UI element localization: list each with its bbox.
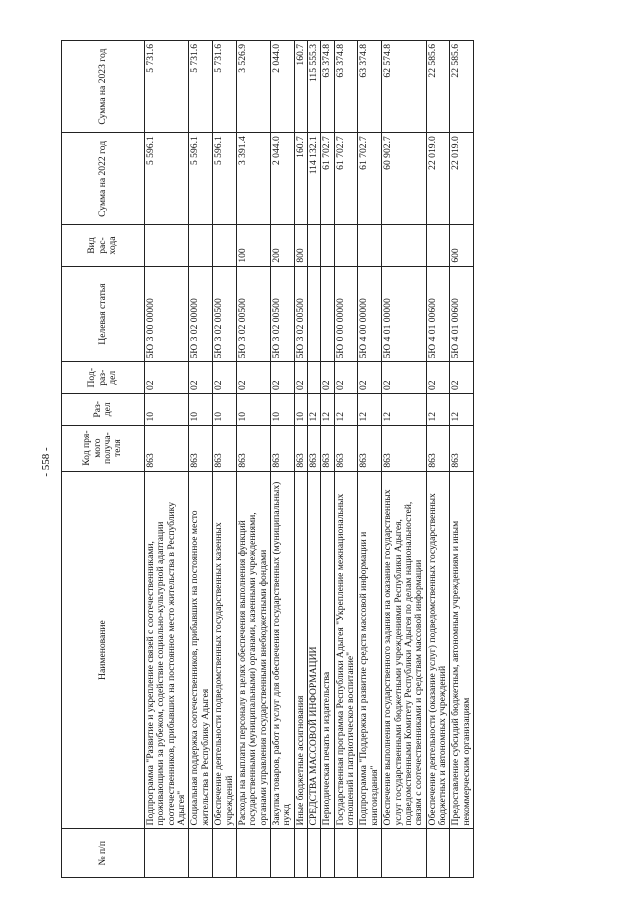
cell-section: 12 [382,394,426,426]
header-code: Код пря-мого получа-теля [62,425,145,471]
table-row [450,41,474,878]
cell-name: Социальная поддержка соотечественников, прибывших на постоянное место жительства в Республику Адыгея [189,471,213,829]
cell-sum-2023: 115 555.3 [308,41,321,133]
table-body [145,41,474,878]
cell-sum-2023: 2 044.0 [270,41,294,133]
budget-table [61,40,474,878]
table-row [145,41,189,878]
cell-section: 10 [213,394,237,426]
cell-section: 12 [358,394,382,426]
cell-sum-2022: 114 132.1 [308,133,321,225]
cell-target: 5Ю 3 02 00500 [294,266,307,362]
cell-name: Государственная программа Республики Адыгея "Укрепление межнациональных отношений и патриотическое воспитание" [334,471,358,829]
cell-target: 5Ю 3 02 00500 [270,266,294,362]
cell-code: 863 [334,425,358,471]
cell-subsection: 02 [236,362,270,394]
cell-name: Обеспечение деятельности (оказание услуг) подведомственных государственных бюджетных и автономных учреждений [426,471,450,829]
cell-section: 12 [308,394,321,426]
cell-section: 10 [189,394,213,426]
cell-num [189,829,213,878]
cell-sum-2023: 5 731.6 [213,41,237,133]
table-row [308,41,321,878]
cell-target: 5Ю 3 02 00000 [189,266,213,362]
cell-subsection: 02 [321,362,334,394]
cell-subsection: 02 [450,362,474,394]
cell-subsection: 02 [426,362,450,394]
cell-subsection: 02 [270,362,294,394]
cell-sum-2023: 63 374.8 [358,41,382,133]
cell-subsection [308,362,321,394]
cell-code: 863 [308,425,321,471]
cell-expense: 600 [450,225,474,266]
cell-expense [308,225,321,266]
cell-section: 12 [321,394,334,426]
cell-subsection: 02 [358,362,382,394]
cell-expense: 100 [236,225,270,266]
cell-sum-2022: 61 702.7 [358,133,382,225]
cell-sum-2023: 22 585.6 [426,41,450,133]
cell-num [308,829,321,878]
table-row [236,41,270,878]
cell-sum-2023: 5 731.6 [145,41,189,133]
cell-code: 863 [358,425,382,471]
header-section: Раз-дел [62,394,145,426]
table-row [358,41,382,878]
header-name: Наименование [62,471,145,829]
cell-name: Иные бюджетные ассигнования [294,471,307,829]
cell-sum-2022: 2 044.0 [270,133,294,225]
cell-num [450,829,474,878]
cell-target: 5Ю 3 02 00500 [213,266,237,362]
cell-name: Расходы на выплаты персоналу в целях обеспечения выполнения функций государственными (муниципальными) органами, казенными учреждениями, органами управления государственными внебюджетными фондами [236,471,270,829]
cell-target: 5Ю 0 00 00000 [334,266,358,362]
cell-target: 5Ю 4 01 00000 [382,266,426,362]
cell-target: 5Ю 3 00 00000 [145,266,189,362]
cell-sum-2022: 5 596.1 [213,133,237,225]
cell-name: Подпрограмма "Поддержка и развитие средств массовой информации и книгоиздания" [358,471,382,829]
cell-code: 863 [382,425,426,471]
cell-subsection: 02 [294,362,307,394]
cell-sum-2022: 22 019.0 [450,133,474,225]
table-header-row [62,41,145,878]
cell-section: 10 [145,394,189,426]
cell-sum-2022: 5 596.1 [145,133,189,225]
cell-name: Обеспечение выполнения государственного задания на оказание государственных услуг государственными бюджетными учреждениями Республики Адыгея, подведомственными Комитету Республики Адыгея по делам национальностей, связям с соотечественниками и средствам массовой информации [382,471,426,829]
table-row [382,41,426,878]
table-row [321,41,334,878]
cell-target: 5Ю 4 00 00000 [358,266,382,362]
cell-target [308,266,321,362]
cell-subsection: 02 [145,362,189,394]
cell-num [334,829,358,878]
cell-sum-2023: 5 731.6 [189,41,213,133]
cell-subsection: 02 [213,362,237,394]
cell-section: 12 [450,394,474,426]
cell-name: Обеспечение деятельности подведомственных государственных казенных учреждений [213,471,237,829]
cell-subsection: 02 [382,362,426,394]
header-num: № п/п [62,829,145,878]
cell-section: 10 [236,394,270,426]
cell-num [270,829,294,878]
cell-name: Закупка товаров, работ и услуг для обеспечения государственных (муниципальных) нужд [270,471,294,829]
page-number: - 558 - [40,447,52,477]
cell-num [382,829,426,878]
cell-subsection: 02 [189,362,213,394]
cell-sum-2023: 63 374.8 [321,41,334,133]
cell-code: 863 [450,425,474,471]
cell-sum-2022: 5 596.1 [189,133,213,225]
table-row [270,41,294,878]
cell-code: 863 [145,425,189,471]
cell-code: 863 [189,425,213,471]
cell-code: 863 [321,425,334,471]
cell-num [358,829,382,878]
cell-sum-2022: 61 702.7 [321,133,334,225]
cell-sum-2022: 61 702.7 [334,133,358,225]
cell-name: Подпрограмма "Развитие и укрепление связей с соотечественниками, проживающими за рубежом, содействие социально-культурной адаптации соотечественников, прибывших на постоянное место жительства в Республику Адыгея" [145,471,189,829]
cell-sum-2023: 62 574.8 [382,41,426,133]
cell-section: 10 [294,394,307,426]
cell-num [236,829,270,878]
cell-sum-2022: 160.7 [294,133,307,225]
cell-section: 12 [426,394,450,426]
cell-code: 863 [294,425,307,471]
table-row [189,41,213,878]
cell-sum-2023: 63 374.8 [334,41,358,133]
cell-num [426,829,450,878]
cell-code: 863 [426,425,450,471]
cell-target: 5Ю 4 01 00600 [426,266,450,362]
cell-code: 863 [270,425,294,471]
cell-num [321,829,334,878]
cell-expense [426,225,450,266]
cell-section: 10 [270,394,294,426]
cell-sum-2022: 60 902.7 [382,133,426,225]
cell-target: 5Ю 3 02 00500 [236,266,270,362]
cell-sum-2022: 22 019.0 [426,133,450,225]
cell-name: Периодическая печать и издательства [321,471,334,829]
cell-num [213,829,237,878]
rotated-table-container [61,40,599,878]
cell-num [294,829,307,878]
cell-num [145,829,189,878]
table-row [334,41,358,878]
table-row [213,41,237,878]
cell-name: Предоставление субсидий бюджетным, автономным учреждениям и иным некоммерческим организациям [450,471,474,829]
cell-expense [213,225,237,266]
cell-section: 12 [334,394,358,426]
cell-expense [145,225,189,266]
cell-code: 863 [236,425,270,471]
cell-target [321,266,334,362]
cell-expense [358,225,382,266]
header-target: Целевая статья [62,266,145,362]
table-row [294,41,307,878]
header-sum-2023: Сумма на 2023 год [62,41,145,133]
cell-expense [189,225,213,266]
cell-expense [334,225,358,266]
header-subsection: Под-раз-дел [62,362,145,394]
cell-expense: 200 [270,225,294,266]
cell-sum-2022: 3 391.4 [236,133,270,225]
cell-sum-2023: 160.7 [294,41,307,133]
cell-code: 863 [213,425,237,471]
cell-sum-2023: 22 585.6 [450,41,474,133]
cell-subsection: 02 [334,362,358,394]
cell-target: 5Ю 4 01 00600 [450,266,474,362]
header-expense: Вид рас-хода [62,225,145,266]
cell-name: СРЕДСТВА МАССОВОЙ ИНФОРМАЦИИ [308,471,321,829]
table-row [426,41,450,878]
cell-expense [321,225,334,266]
cell-sum-2023: 3 526.9 [236,41,270,133]
header-sum-2022: Сумма на 2022 год [62,133,145,225]
cell-expense [382,225,426,266]
cell-expense: 800 [294,225,307,266]
